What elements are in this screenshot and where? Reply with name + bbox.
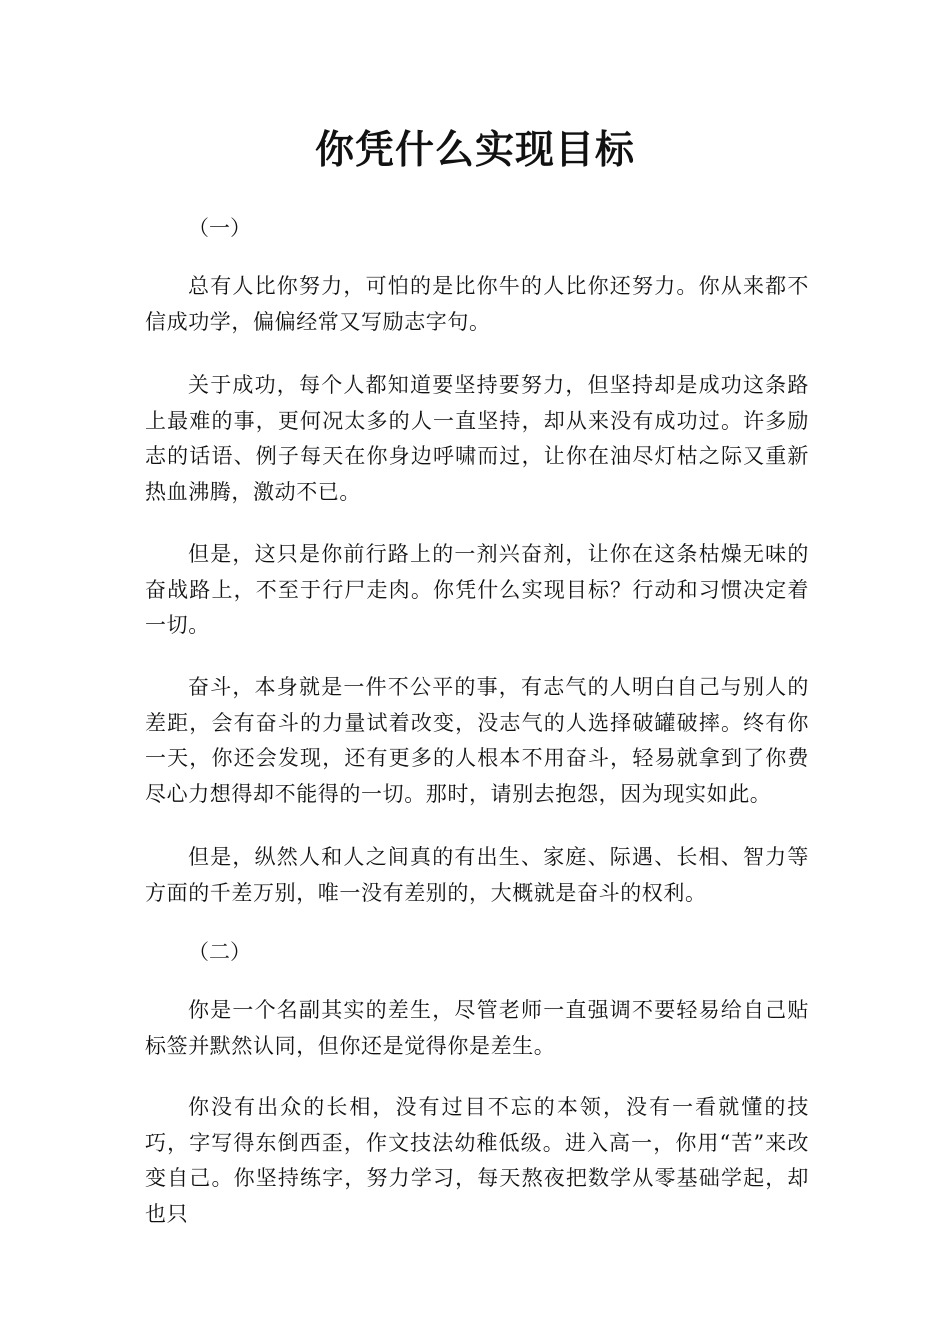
paragraph: 关于成功，每个人都知道要坚持要努力，但坚持却是成功这条路上最难的事，更何况太多的人一直坚持，却从来没有成功过。许多励志的话语、例子每天在你身边呼啸而过，让你在油尽灯枯之际又重新热血沸腾，激动不已。 xyxy=(145,373,809,504)
paragraph: 你没有出众的长相，没有过目不忘的本领，没有一看就懂的技巧，字写得东倒西歪，作文技法幼稚低级。进入高一，你用“苦”来改变自己。你坚持练字，努力学习，每天熬夜把数学从零基础学起，却也只 xyxy=(145,1095,809,1226)
paragraph: 但是，纵然人和人之间真的有出生、家庭、际遇、长相、智力等方面的千差万别，唯一没有差别的，大概就是奋斗的权利。 xyxy=(145,845,809,905)
paragraph: 奋斗，本身就是一件不公平的事，有志气的人明白自己与别人的差距，会有奋斗的力量试着改变，没志气的人选择破罐破摔。终有你一天，你还会发现，还有更多的人根本不用奋斗，轻易就拿到了你费尽心力想得却不能得的一切。那时，请别去抱怨，因为现实如此。 xyxy=(145,675,809,806)
paragraph: 但是，这只是你前行路上的一剂兴奋剂，让你在这条枯燥无味的奋战路上，不至于行尸走肉。你凭什么实现目标？行动和习惯决定着一切。 xyxy=(145,542,809,637)
document-title: 你凭什么实现目标 xyxy=(314,127,635,173)
section-heading-2: （二） xyxy=(188,940,251,964)
paragraph: 总有人比你努力，可怕的是比你牛的人比你还努力。你从来都不信成功学，偏偏经常又写励志字句。 xyxy=(145,274,809,334)
section-heading-1: （一） xyxy=(188,216,251,240)
paragraph: 你是一个名副其实的差生，尽管老师一直强调不要轻易给自己贴标签并默然认同，但你还是觉得你是差生。 xyxy=(145,998,809,1058)
